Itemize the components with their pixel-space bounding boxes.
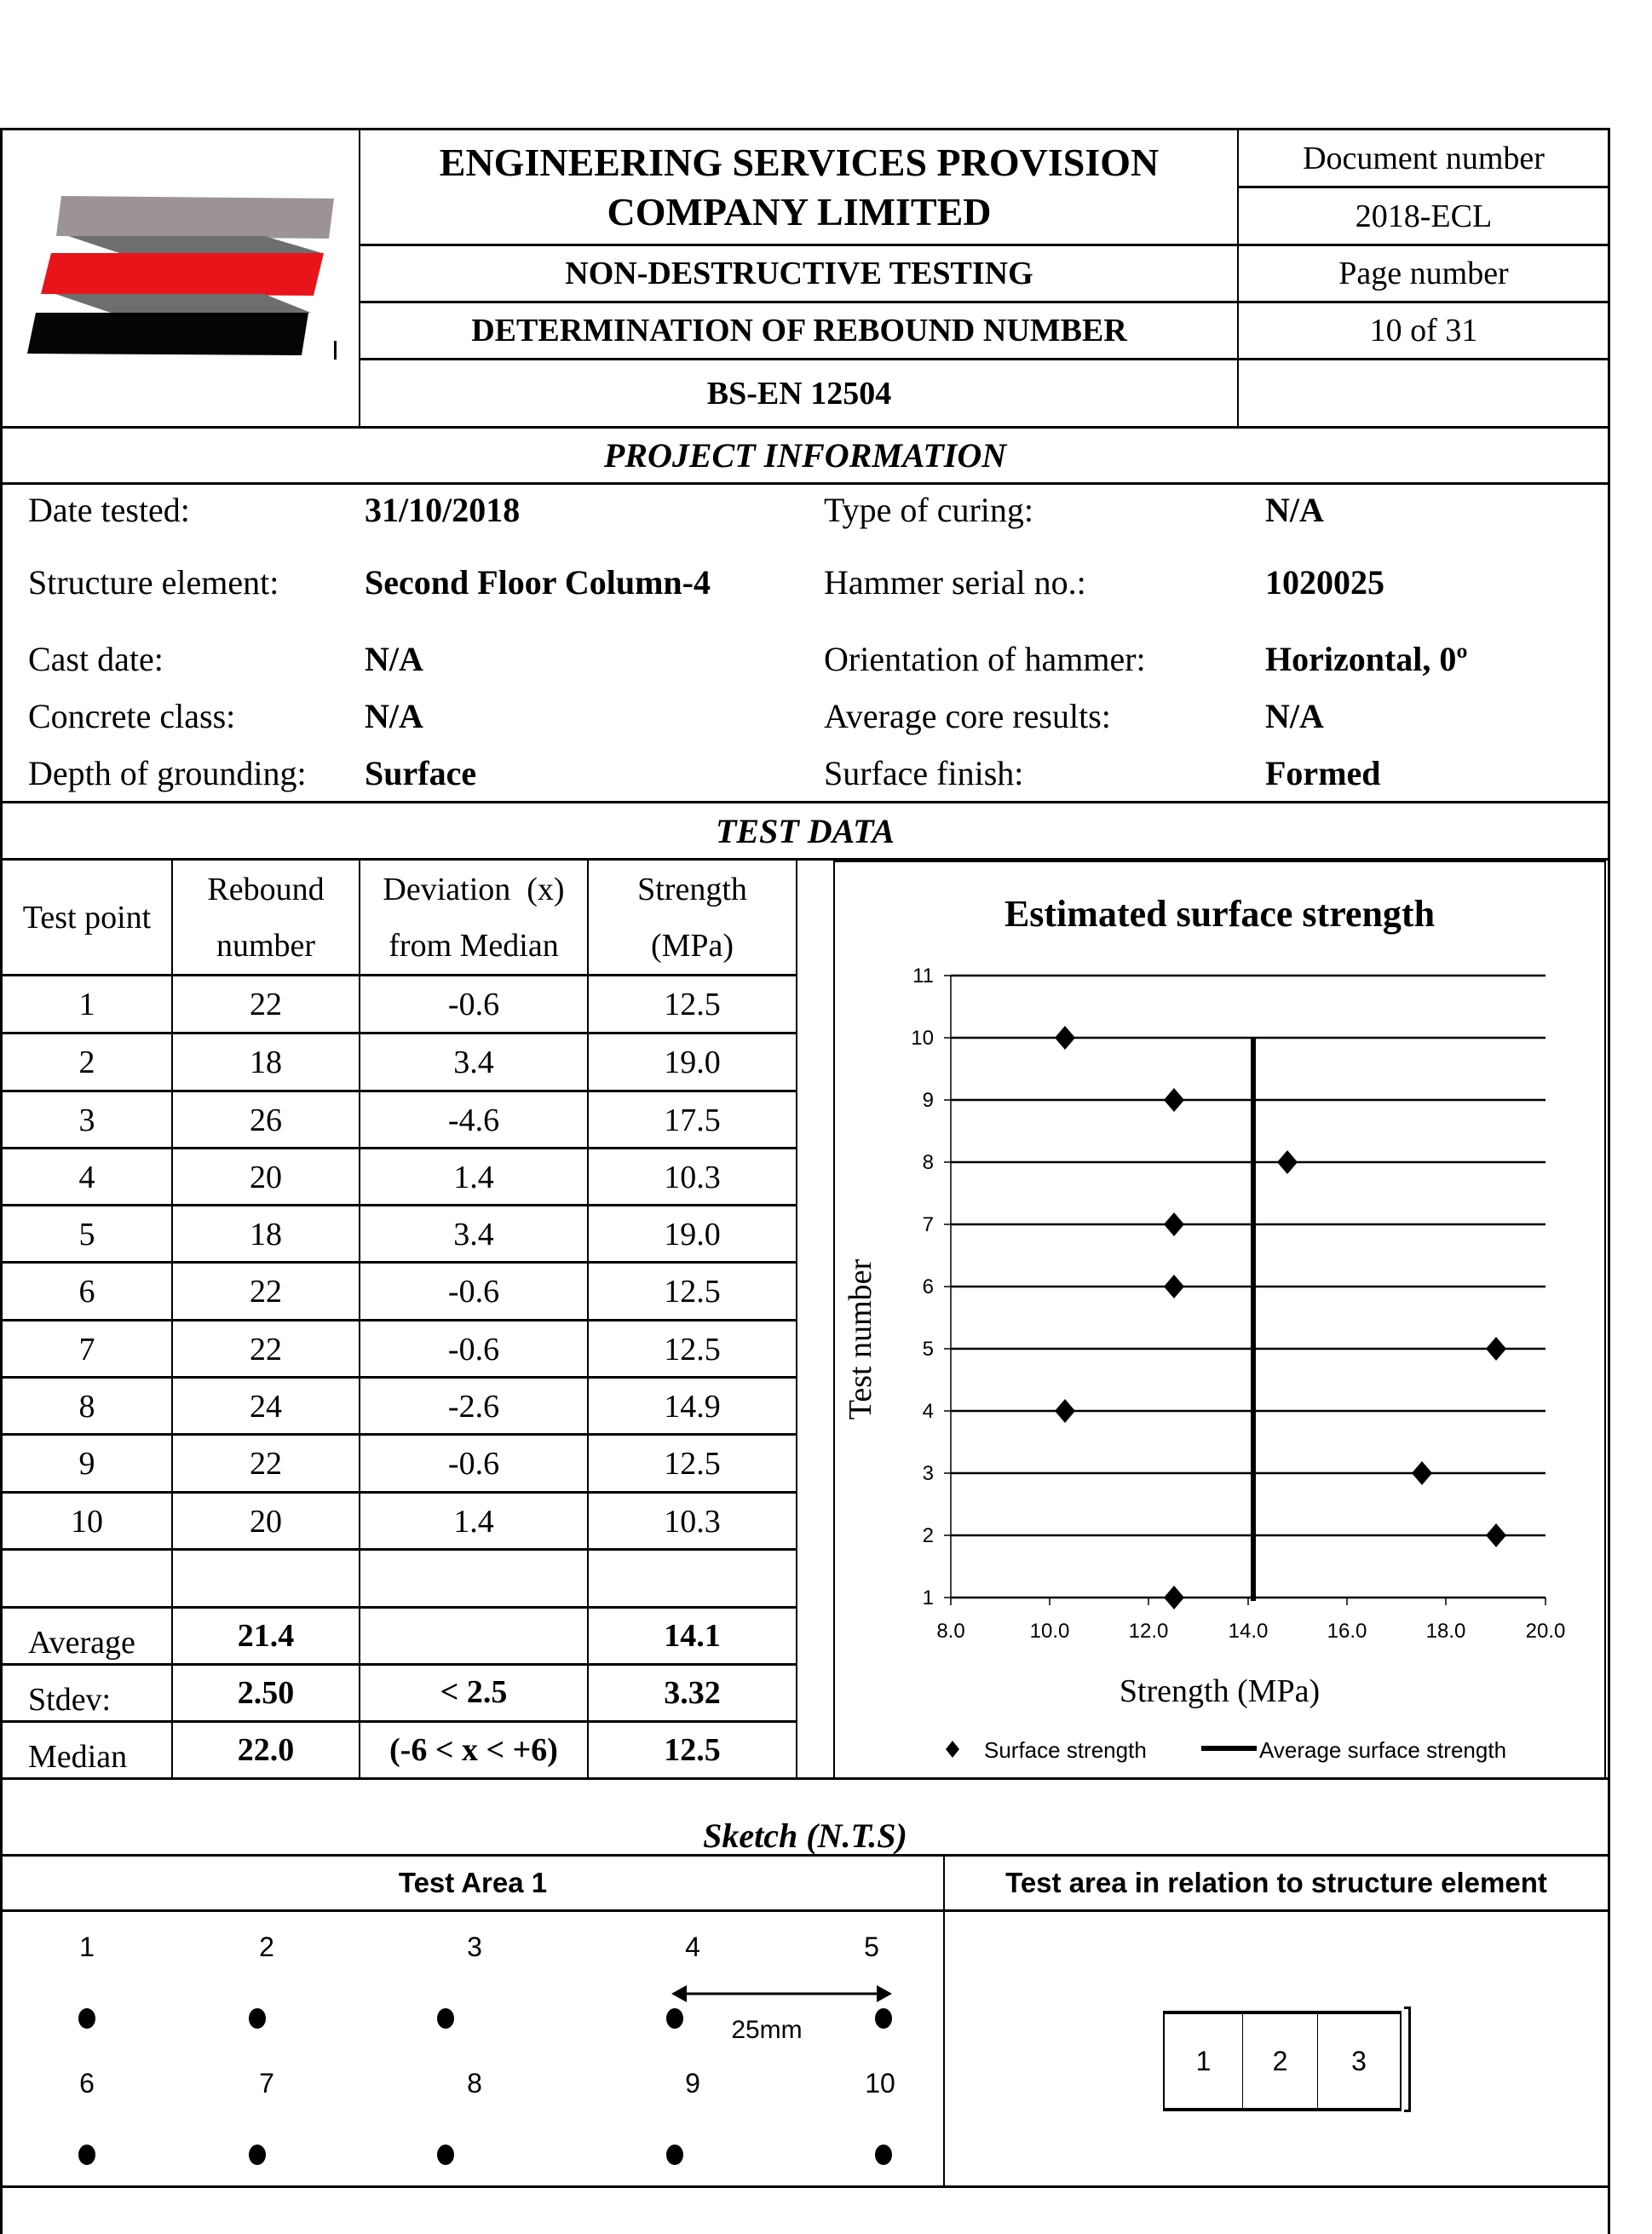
y-axis-label: Test number (843, 1258, 878, 1420)
svg-text:9: 9 (922, 1089, 934, 1112)
svg-text:16.0: 16.0 (1327, 1620, 1367, 1643)
cell-rebound: 18 (250, 1217, 282, 1252)
page-number-label: Page number (1338, 256, 1509, 291)
cell-rebound: 20 (250, 1160, 282, 1195)
cell-deviation: -0.6 (447, 1446, 500, 1482)
info-label: Type of curing: (824, 490, 1034, 529)
point-label: 4 (685, 1931, 700, 1962)
company-logo (17, 192, 341, 375)
cell-deviation: -2.6 (447, 1389, 500, 1425)
point-label: 3 (467, 1931, 482, 1962)
info-value: N/A (365, 639, 423, 678)
info-value: Formed (1265, 753, 1381, 792)
summary-median-strength: 12.5 (664, 1732, 721, 1768)
bracket-icon (1404, 2007, 1411, 2112)
column-header-deviation (360, 861, 587, 975)
cell-test-point: 5 (78, 1217, 95, 1252)
arrow-left-icon (671, 1985, 687, 2002)
cell-rebound: 20 (250, 1504, 282, 1540)
spacing-label: 25mm (731, 2016, 803, 2044)
cell-rebound: 24 (250, 1389, 282, 1425)
divider (1608, 128, 1610, 2234)
svg-text:14.0: 14.0 (1228, 1620, 1269, 1643)
summary-median-rebound: 22.0 (237, 1732, 295, 1768)
svg-text:5: 5 (922, 1338, 934, 1361)
summary-stdev-deviation: < 2.5 (440, 1674, 508, 1710)
summary-average-deviation (360, 1609, 587, 1663)
cell-test-point: 2 (78, 1045, 95, 1080)
svg-text:18.0: 18.0 (1425, 1620, 1466, 1643)
cell-strength: 10.3 (664, 1504, 721, 1540)
info-value: N/A (1265, 696, 1324, 735)
standard-code: BS-EN 12504 (706, 375, 892, 412)
summary-label-median: Median (28, 1739, 128, 1775)
svg-text:10.0: 10.0 (1029, 1620, 1070, 1643)
svg-text:11: 11 (912, 964, 934, 987)
x-axis-label: Strength (MPa) (1119, 1673, 1321, 1709)
svg-text:20.0: 20.0 (1525, 1620, 1566, 1643)
info-value: 31/10/2018 (365, 490, 521, 529)
point-label: 6 (79, 2067, 95, 2099)
cell-rebound: 22 (250, 1274, 282, 1310)
svg-text:3: 3 (922, 1462, 934, 1485)
info-label: Hammer serial no.: (824, 562, 1086, 602)
cell-rebound: 22 (250, 1332, 282, 1367)
header-line: Strength (637, 872, 747, 907)
info-label: Orientation of hammer: (824, 639, 1146, 678)
sketch-title: Sketch (N.T.S) (703, 1816, 907, 1855)
point-label: 8 (467, 2067, 482, 2099)
cell-strength: 12.5 (664, 1274, 721, 1310)
summary-median-deviation: (-6 < x < +6) (389, 1732, 558, 1768)
summary-label-stdev: Stdev: (28, 1682, 112, 1718)
cell-strength: 14.9 (664, 1389, 721, 1425)
info-value: N/A (1265, 490, 1324, 529)
cell-test-point: 3 (78, 1103, 95, 1138)
legend-average-strength: Average surface strength (1259, 1736, 1507, 1763)
info-label: Average core results: (824, 696, 1111, 735)
header-line: Deviation (x) (383, 872, 565, 907)
divider (0, 482, 1610, 485)
area-1: 1 (1165, 2014, 1243, 2108)
column-header-test-point: Test point (22, 900, 152, 936)
cell-strength: 10.3 (664, 1160, 721, 1195)
svg-text:4: 4 (922, 1400, 934, 1423)
cell-deviation: 1.4 (453, 1504, 494, 1540)
point-label: 10 (865, 2067, 895, 2099)
page-number: 10 of 31 (1369, 313, 1478, 348)
cell-strength: 12.5 (664, 1446, 721, 1482)
company-name-line2: COMPANY LIMITED (607, 189, 992, 233)
legend-surface-strength: Surface strength (984, 1736, 1147, 1763)
strength-chart (833, 861, 1606, 1780)
test-point-markers (0, 1912, 943, 2185)
cell-test-point: 1 (78, 987, 95, 1022)
svg-text:2: 2 (922, 1524, 934, 1547)
divider (0, 2185, 1610, 2188)
cell-test-point: 8 (78, 1389, 95, 1425)
cell-strength: 12.5 (664, 987, 721, 1022)
point-label: 5 (864, 1931, 879, 1962)
summary-label-average: Average (28, 1625, 135, 1661)
project-info-title: PROJECT INFORMATION (603, 436, 1007, 475)
cell-test-point: 9 (78, 1446, 95, 1482)
cell-deviation: -0.6 (447, 1332, 500, 1367)
summary-stdev-rebound: 2.50 (237, 1675, 295, 1711)
info-value: Horizontal, 0º (1265, 639, 1468, 678)
svg-text:10: 10 (911, 1027, 934, 1050)
area-3: 3 (1351, 2045, 1367, 2076)
cell-strength: 12.5 (664, 1332, 721, 1367)
structure-element-diagram (1163, 2011, 1402, 2111)
info-label: Depth of grounding: (28, 753, 307, 792)
document-number: 2018-ECL (1355, 198, 1493, 234)
test-data-title: TEST DATA (715, 811, 895, 850)
svg-text:1: 1 (922, 1586, 934, 1609)
relation-title: Test area in relation to structure element (1005, 1867, 1547, 1898)
cell-strength: 17.5 (664, 1103, 721, 1138)
svg-text:8: 8 (922, 1151, 934, 1174)
info-value: N/A (365, 696, 423, 735)
cell-deviation: 3.4 (453, 1045, 494, 1080)
document-number-label: Document number (1303, 140, 1545, 176)
cell-empty (3, 1551, 171, 1607)
cell-rebound: 22 (250, 1446, 282, 1482)
cell-rebound: 22 (250, 987, 282, 1022)
test-area-title: Test Area 1 (398, 1867, 548, 1898)
divider (0, 1777, 1610, 1780)
cell-deviation: -4.6 (447, 1103, 500, 1138)
point-label: 9 (685, 2067, 700, 2099)
cell-rebound: 18 (250, 1045, 282, 1080)
summary-average-strength: 14.1 (664, 1618, 721, 1654)
area-2: 2 (1243, 2014, 1318, 2108)
cell-test-point: 6 (78, 1274, 95, 1310)
svg-text:8.0: 8.0 (936, 1620, 965, 1643)
svg-text:7: 7 (922, 1213, 934, 1236)
company-name (360, 130, 1238, 244)
info-label: Cast date: (28, 639, 164, 678)
chart-title: Estimated surface strength (1004, 892, 1436, 935)
header-line: Rebound (207, 872, 325, 907)
column-header-rebound (173, 861, 359, 975)
arrow-right-icon (877, 1985, 892, 2002)
summary-stdev-strength: 3.32 (664, 1675, 721, 1711)
point-label: 1 (79, 1931, 95, 1962)
info-label: Date tested: (28, 490, 190, 529)
cell-deviation: 3.4 (453, 1217, 494, 1252)
cell-strength: 19.0 (664, 1045, 721, 1080)
svg-text:12.0: 12.0 (1128, 1620, 1169, 1643)
summary-average-rebound: 21.4 (237, 1618, 295, 1654)
cell-deviation: -0.6 (447, 987, 500, 1022)
legend-diamond-icon (946, 1741, 959, 1758)
info-label: Concrete class: (28, 696, 236, 735)
cell-test-point: 10 (71, 1504, 103, 1540)
info-value: Second Floor Column-4 (365, 562, 711, 602)
point-label: 7 (259, 2067, 274, 2099)
header-line: from Median (389, 928, 559, 964)
info-value: Surface (365, 753, 477, 792)
info-label: Structure element: (28, 562, 279, 602)
cell-rebound: 26 (250, 1103, 282, 1138)
chart-plot (835, 862, 1604, 1778)
department-title: NON-DESTRUCTIVE TESTING (565, 256, 1033, 291)
info-value: 1020025 (1265, 562, 1384, 602)
company-name-line1: ENGINEERING SERVICES PROVISION (439, 140, 1160, 184)
cell-test-point: 7 (78, 1332, 95, 1367)
cell-deviation: 1.4 (453, 1160, 494, 1195)
point-label: 2 (259, 1931, 274, 1962)
svg-text:6: 6 (922, 1275, 934, 1298)
header-line: (MPa) (650, 928, 734, 964)
cell-deviation: -0.6 (447, 1274, 500, 1310)
column-header-strength (589, 861, 796, 975)
header-line: number (216, 928, 316, 964)
cell-strength: 19.0 (664, 1217, 721, 1252)
cell-test-point: 4 (78, 1160, 95, 1195)
info-label: Surface finish: (824, 753, 1024, 792)
test-title: DETERMINATION OF REBOUND NUMBER (471, 313, 1127, 348)
